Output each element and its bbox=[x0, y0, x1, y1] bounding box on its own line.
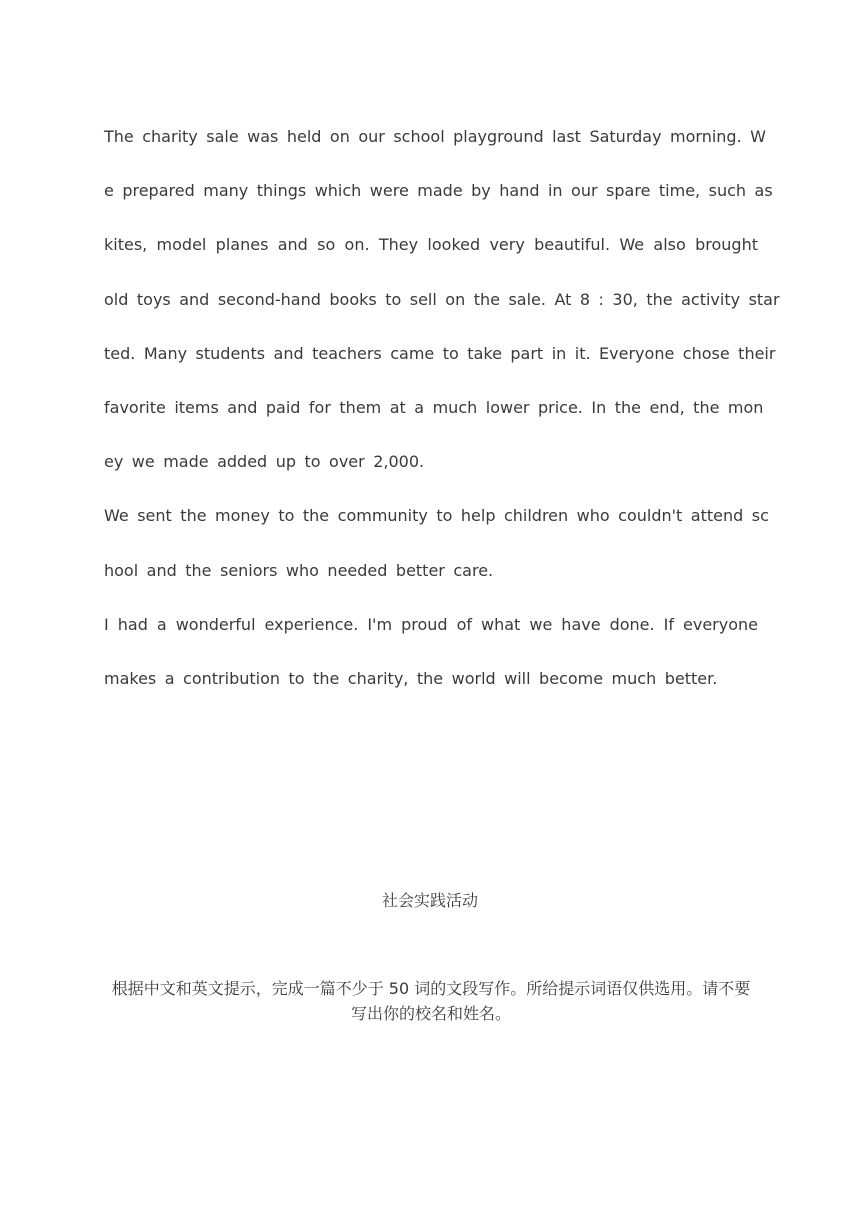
essay-line: The charity sale was held on our school playground last Saturday morning. W bbox=[104, 127, 766, 146]
essay-line: kites, model planes and so on. They looked very beautiful. We also brought bbox=[104, 235, 758, 255]
essay-text bbox=[104, 119, 780, 715]
essay-line: We sent the money to the community to help children who couldn't attend sc bbox=[104, 506, 769, 526]
essay-line: I had a wonderful experience. I'm proud of what we have done. If everyone bbox=[104, 614, 758, 634]
essay-line: favorite items and paid for them at a much lower price. In the end, the mon bbox=[104, 397, 764, 417]
essay-line: ey we made added up to over 2,000. bbox=[104, 452, 425, 472]
essay-line: hool and the seniors who needed better care. bbox=[104, 560, 494, 580]
section-title: 社会实践活动 bbox=[381, 891, 478, 910]
writing-instructions: 根据中文和英文提示，完成一篇不少于 50 词的文段写作。所给提示词语仅供选用。请不要写出你的校名和姓名。 bbox=[111, 979, 751, 1023]
essay-line: ted. Many students and teachers came to take part in it. Everyone chose their bbox=[104, 343, 776, 363]
essay-line: old toys and second-hand books to sell on the sale. At 8 : 30, the activity star bbox=[104, 289, 780, 309]
essay-line: makes a contribution to the charity, the world will become much better. bbox=[104, 668, 718, 688]
essay-line: e prepared many things which were made by hand in our spare time, such as bbox=[104, 181, 773, 201]
